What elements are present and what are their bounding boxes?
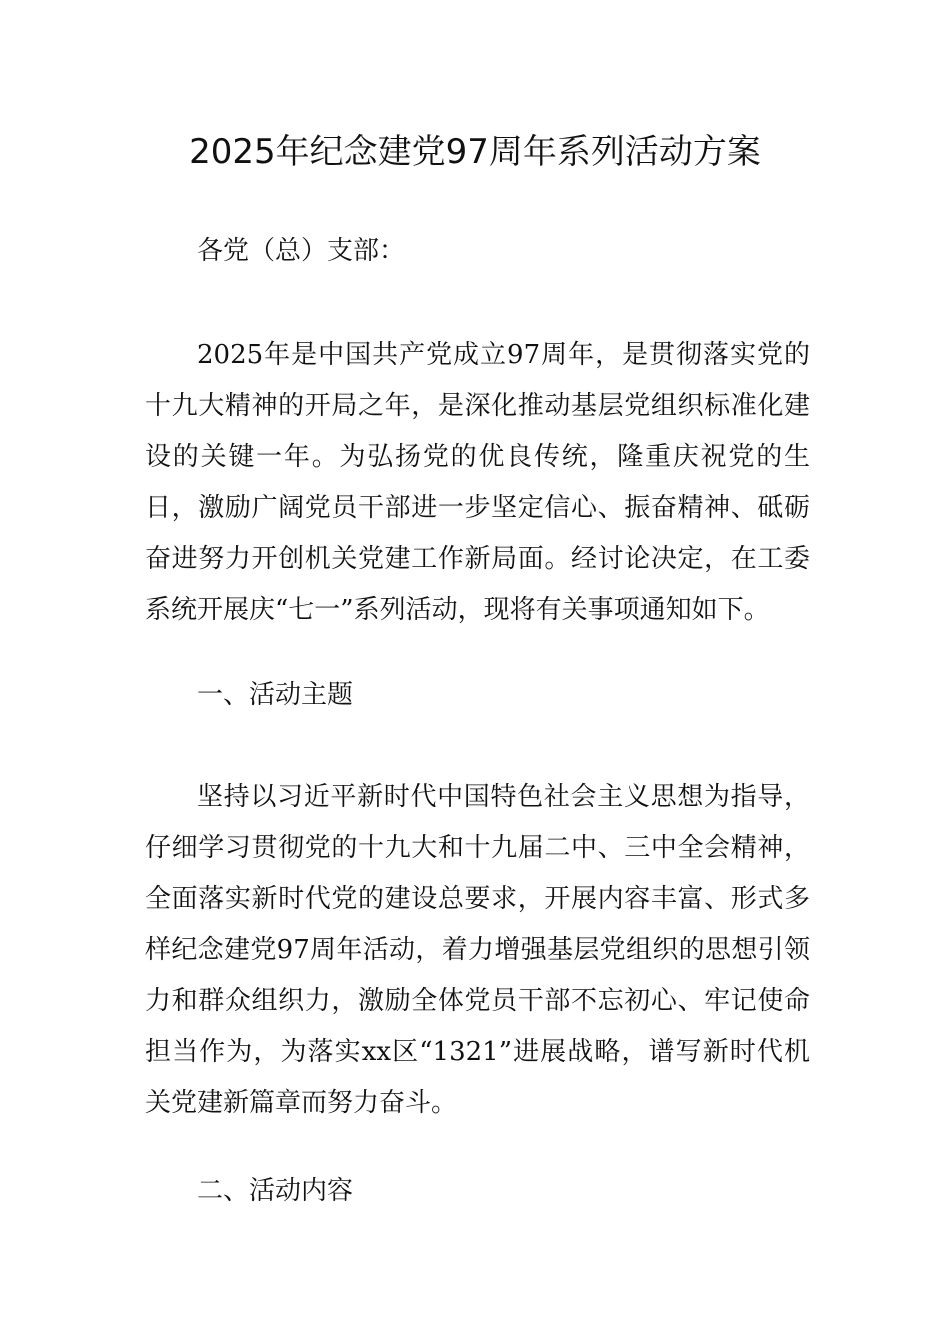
document-title: 2025年纪念建党97周年系列活动方案	[189, 132, 761, 172]
salutation: 各党（总）支部：	[197, 236, 406, 266]
section-1-heading: 一、活动主题	[197, 680, 354, 710]
intro-paragraph: 2025年是中国共产党成立97周年，是贯彻落实党的十九大精神的开局之年，是深化推动基层党组织标准化建设的关键一年。为弘扬党的优良传统，隆重庆祝党的生日，激励广阔党员干部进一步坚定信心、振奋精神、砥砺奋进努力开创机关党建工作新局面。经讨论决定，在工委系统开展庆“七一”系列活动，现将有关事项通知如下。	[145, 340, 810, 625]
section-2-heading: 二、活动内容	[197, 1176, 354, 1206]
section-1-paragraph: 坚持以习近平新时代中国特色社会主义思想为指导，仔细学习贯彻党的十九大和十九届二中、三中全会精神，全面落实新时代党的建设总要求，开展内容丰富、形式多样纪念建党97周年活动，着力增强基层党组织的思想引领力和群众组织力，激励全体党员干部不忘初心、牢记使命担当作为，为落实xx区“1321”进展战略，谱写新时代机关党建新篇章而努力奋斗。	[145, 782, 810, 1118]
